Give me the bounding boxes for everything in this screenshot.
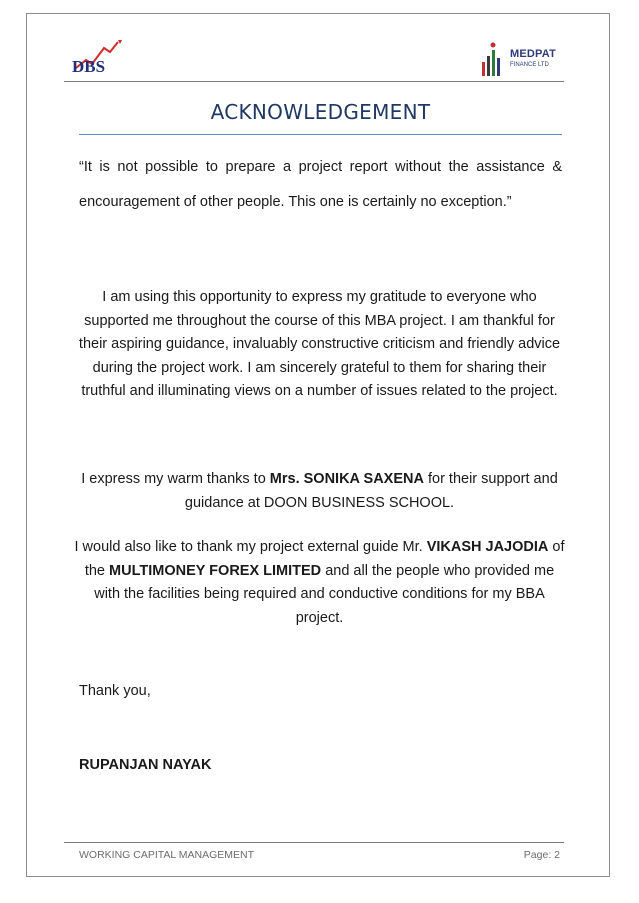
opening-quote: “It is not possible to prepare a project report without the assistance & encouragement of other people. This one is certainly no exception.” [79, 159, 562, 210]
page-title: ACKNOWLEDGEMENT [210, 100, 431, 124]
thanks-paragraph-intro: I express my warm thanks to [81, 471, 270, 487]
footer-divider [64, 842, 564, 843]
dbs-logo-text: DBS [72, 57, 106, 76]
guide-paragraph [70, 536, 569, 630]
guide-name: VIKASH JAJODIA [426, 539, 549, 555]
thanks-paragraph [70, 468, 569, 515]
dbs-logo [70, 38, 124, 78]
guide-paragraph-intro: I would also like to thank my project external guide Mr. [74, 539, 427, 555]
gratitude-paragraph: I am using this opportunity to express my gratitude to everyone who supported me throughout the course of this MBA project. I am thankful for their aspiring guidance, invaluably constructive criticism and friendly advice during the project work. I am sincerely grateful to them for sharing their truthful and illuminating views on a number of issues related to the project. [78, 289, 561, 399]
medpat-logo-mark [478, 40, 508, 78]
medpat-logo-subtitle: FINANCE LTD [510, 62, 549, 68]
footer-page-number: Page: 2 [523, 849, 560, 861]
thanks-paragraph-end: for their support and guidance at DOON BUSINESS SCHOOL. [184, 471, 558, 511]
medpat-logo [476, 38, 562, 80]
mentor-name: Mrs. SONIKA SAXENA [269, 471, 424, 487]
footer-document-title: WORKING CAPITAL MANAGEMENT [79, 849, 255, 861]
page-border [26, 13, 610, 877]
company-name: MULTIMONEY FOREX LIMITED [109, 562, 322, 579]
closing-line: Thank you, [79, 683, 151, 699]
medpat-logo-name: MEDPAT [510, 48, 557, 60]
dbs-logo-graphic [70, 38, 124, 78]
title-underline [79, 134, 562, 135]
guide-paragraph-middle: of the [84, 539, 565, 579]
guide-paragraph-end: and all the people who provided me with the facilities being required and conductive conditions for my BBA project. [94, 562, 555, 626]
header-divider [64, 81, 564, 82]
author-signature: RUPANJAN NAYAK [79, 757, 212, 773]
